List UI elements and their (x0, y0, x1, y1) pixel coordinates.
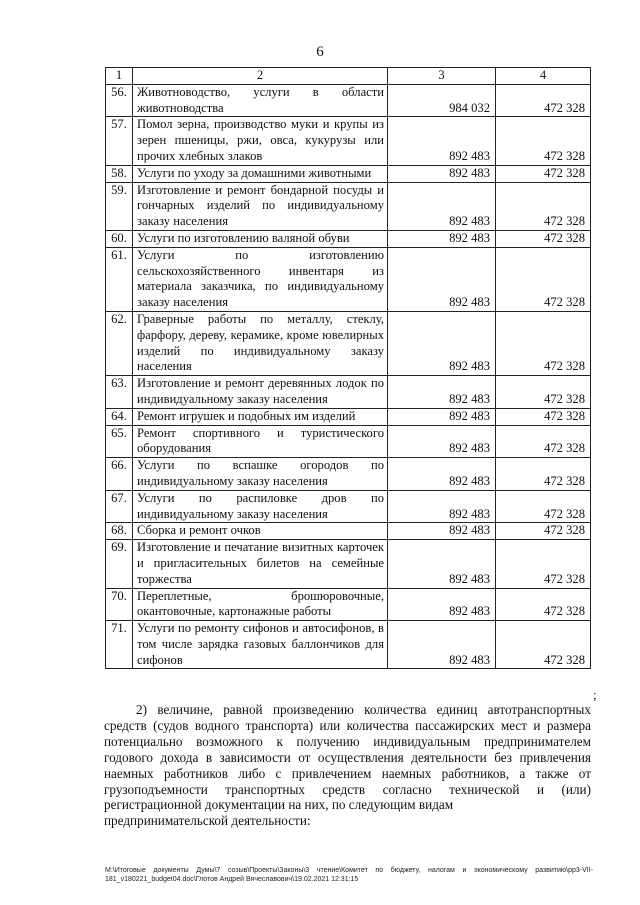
row-number: 56. (106, 84, 133, 117)
table-row (106, 117, 591, 165)
table-row (106, 230, 591, 247)
row-number: 68. (106, 523, 133, 540)
row-value-col3: 892 483 (388, 230, 496, 247)
row-description: Переплетные, брошюровочные, окантовочные, картонажные работы (133, 588, 388, 621)
table-row (106, 84, 591, 117)
table-header-row (106, 68, 591, 85)
row-description: Услуги по изготовлению сельскохозяйственного инвентаря из материала заказчика, по индивидуальному заказу населения (133, 247, 388, 311)
row-description: Услуги по уходу за домашними животными (133, 165, 388, 182)
row-number: 71. (106, 621, 133, 669)
row-value-col3: 892 483 (388, 523, 496, 540)
row-value-col4: 472 328 (496, 588, 591, 621)
table-row (106, 408, 591, 425)
row-number: 65. (106, 425, 133, 458)
table-row (106, 523, 591, 540)
row-value-col3: 892 483 (388, 247, 496, 311)
row-number: 62. (106, 311, 133, 375)
row-value-col3: 892 483 (388, 408, 496, 425)
row-value-col3: 892 483 (388, 182, 496, 230)
row-number: 67. (106, 490, 133, 523)
row-description: Изготовление и ремонт деревянных лодок по индивидуальному заказу населения (133, 376, 388, 409)
row-value-col4: 472 328 (496, 230, 591, 247)
row-value-col3: 892 483 (388, 425, 496, 458)
header-col-1: 1 (106, 68, 133, 85)
table-row (106, 182, 591, 230)
header-col-2: 2 (133, 68, 388, 85)
row-value-col4: 472 328 (496, 490, 591, 523)
row-value-col3: 892 483 (388, 376, 496, 409)
row-value-col3: 892 483 (388, 458, 496, 491)
header-col-4: 4 (496, 68, 591, 85)
footer-file-path: M:\Итоговые документы Думы\7 созыв\Проекты\Законы\3 чтение\Комитет по бюджету, налогам и экономическому развитию\pp3-VII-181_v180221_budget04.doc\Глотов Андрей Вячеславович\19.02.2021 12:31:15 (105, 867, 593, 883)
table-row (106, 165, 591, 182)
table-row (106, 588, 591, 621)
row-description: Услуги по вспашке огородов по индивидуальному заказу населения (133, 458, 388, 491)
row-value-col4: 472 328 (496, 117, 591, 165)
row-value-col4: 472 328 (496, 425, 591, 458)
row-value-col3: 892 483 (388, 621, 496, 669)
row-number: 70. (106, 588, 133, 621)
row-description: Сборка и ремонт очков (133, 523, 388, 540)
row-description: Изготовление и печатание визитных карточек и пригласительных билетов на семейные торжества (133, 540, 388, 588)
paragraph-last-line: предпринимательской деятельности: (104, 813, 311, 829)
services-table (105, 67, 591, 669)
row-value-col3: 892 483 (388, 490, 496, 523)
header-col-3: 3 (388, 68, 496, 85)
row-value-col3: 892 483 (388, 540, 496, 588)
table-row (106, 621, 591, 669)
table-row (106, 458, 591, 491)
paragraph-body: 2) величине, равной произведению количества единиц автотранспортных средств (судов водного транспорта) или количества пассажирских мест и размера потенциально возможного к получению индивидуальным предпринимателем годового дохода в зависимости от осуществления деятельности без привлечения наемных работников либо с привлечением наемных работников, а также от грузоподъемности транспортных средств согласно технической и (или) регистрационной документации на них, по следующим видам (104, 702, 591, 813)
row-number: 57. (106, 117, 133, 165)
row-description: Помол зерна, производство муки и крупы из зерен пшеницы, ржи, овса, кукурузы или прочих хлебных злаков (133, 117, 388, 165)
row-value-col4: 472 328 (496, 182, 591, 230)
row-value-col4: 472 328 (496, 165, 591, 182)
table-row (106, 247, 591, 311)
trailing-semicolon: ; (593, 687, 597, 702)
row-description: Ремонт спортивного и туристического оборудования (133, 425, 388, 458)
row-value-col3: 892 483 (388, 117, 496, 165)
row-number: 60. (106, 230, 133, 247)
row-value-col4: 472 328 (496, 523, 591, 540)
row-value-col4: 472 328 (496, 458, 591, 491)
row-description: Услуги по ремонту сифонов и автосифонов, в том числе зарядка газовых баллончиков для сифонов (133, 621, 388, 669)
row-value-col4: 472 328 (496, 247, 591, 311)
row-number: 63. (106, 376, 133, 409)
row-description: Услуги по изготовлению валяной обуви (133, 230, 388, 247)
row-value-col4: 472 328 (496, 540, 591, 588)
row-number: 59. (106, 182, 133, 230)
row-number: 64. (106, 408, 133, 425)
table-row (106, 490, 591, 523)
row-value-col4: 472 328 (496, 621, 591, 669)
table-row (106, 376, 591, 409)
row-value-col4: 472 328 (496, 376, 591, 409)
row-number: 61. (106, 247, 133, 311)
row-description: Услуги по распиловке дров по индивидуальному заказу населения (133, 490, 388, 523)
row-description: Ремонт игрушек и подобных им изделий (133, 408, 388, 425)
row-description: Изготовление и ремонт бондарной посуды и гончарных изделий по индивидуальному заказу населения (133, 182, 388, 230)
row-value-col3: 892 483 (388, 588, 496, 621)
table-row (106, 540, 591, 588)
row-description: Животноводство, услуги в области животноводства (133, 84, 388, 117)
table-row (106, 311, 591, 375)
row-value-col4: 472 328 (496, 84, 591, 117)
row-number: 58. (106, 165, 133, 182)
row-number: 66. (106, 458, 133, 491)
page-number: 6 (316, 44, 324, 60)
row-value-col3: 892 483 (388, 165, 496, 182)
row-value-col4: 472 328 (496, 408, 591, 425)
row-number: 69. (106, 540, 133, 588)
row-value-col3: 984 032 (388, 84, 496, 117)
table-row (106, 425, 591, 458)
paragraph (104, 702, 591, 829)
row-value-col3: 892 483 (388, 311, 496, 375)
row-value-col4: 472 328 (496, 311, 591, 375)
row-description: Граверные работы по металлу, стеклу, фарфору, дереву, керамике, кроме ювелирных изделий по индивидуальному заказу населения (133, 311, 388, 375)
